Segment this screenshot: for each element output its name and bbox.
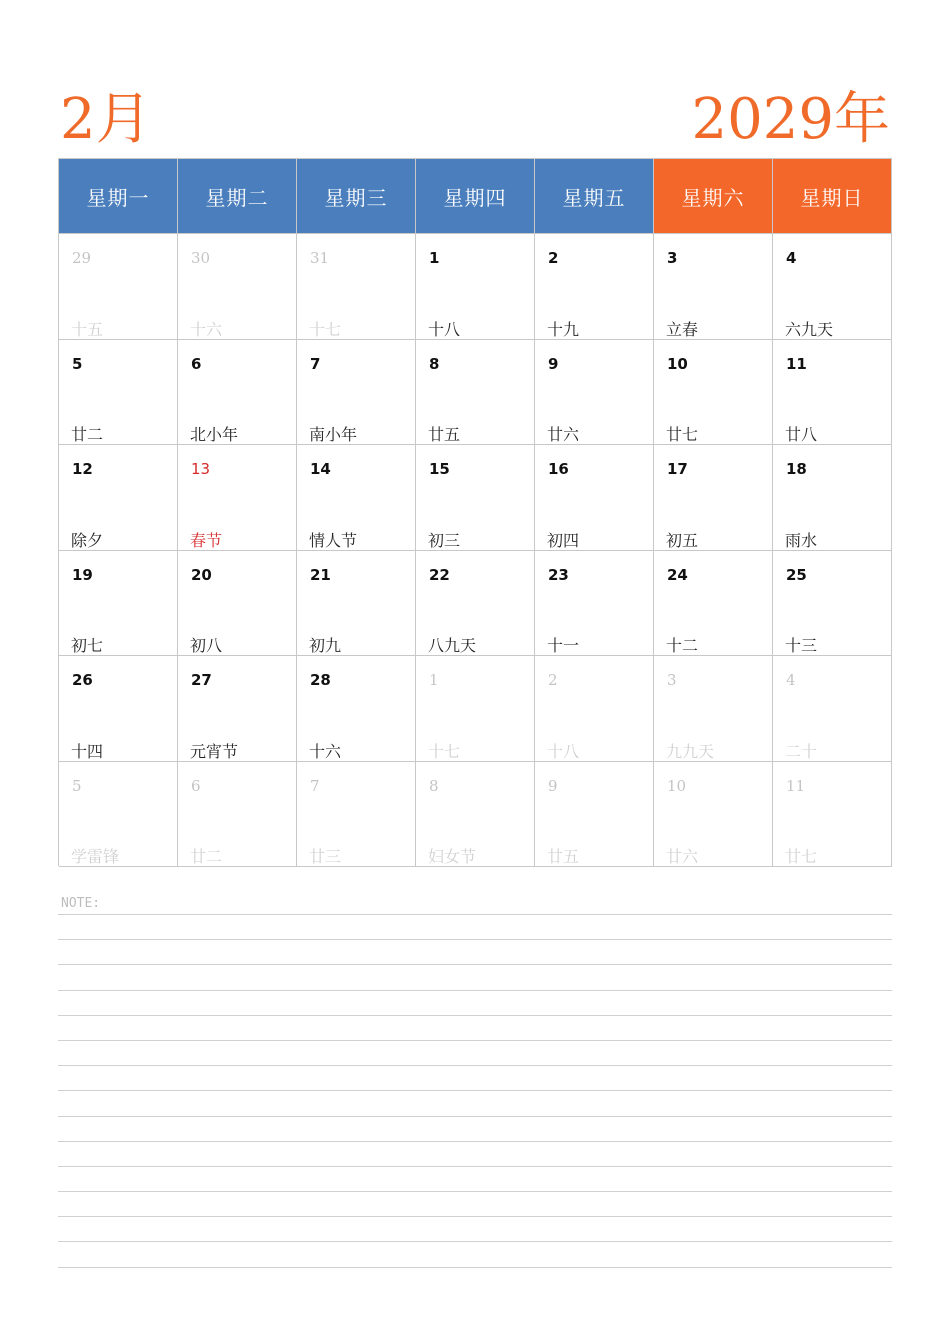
day-cell <box>654 762 773 868</box>
note-label: NOTE: <box>61 896 101 911</box>
day-cell <box>59 234 178 340</box>
day-cell <box>416 551 535 657</box>
weekday-header-thu: 星期四 <box>416 159 535 234</box>
lunar-label: 元宵节 <box>190 741 239 761</box>
day-cell <box>59 762 178 868</box>
lunar-label: 初四 <box>547 530 580 550</box>
day-number: 4 <box>786 671 796 689</box>
year-title: 2029年 <box>691 87 890 152</box>
day-number: 10 <box>667 354 688 373</box>
lunar-label: 妇女节 <box>428 847 477 866</box>
lunar-label: 初八 <box>190 636 223 655</box>
weekday-header-fri: 星期五 <box>535 159 654 234</box>
lunar-label: 十三 <box>785 636 818 655</box>
lunar-label: 十七 <box>309 319 342 339</box>
day-cell <box>773 656 892 762</box>
calendar-grid <box>58 158 892 866</box>
weekday-header-row <box>59 159 892 234</box>
day-cell <box>654 445 773 551</box>
lunar-label: 初七 <box>71 636 104 655</box>
day-number: 3 <box>667 249 678 267</box>
note-line[interactable] <box>58 964 892 989</box>
note-line[interactable] <box>58 1241 892 1266</box>
week-row-4 <box>59 551 892 657</box>
note-line[interactable] <box>58 1040 892 1065</box>
day-cell <box>535 340 654 446</box>
day-number: 7 <box>310 776 320 795</box>
day-number: 28 <box>310 671 331 689</box>
note-line[interactable] <box>58 1166 892 1191</box>
lunar-label: 廿二 <box>190 847 223 866</box>
day-cell <box>535 445 654 551</box>
weekday-header-sun: 星期日 <box>773 159 892 234</box>
day-cell <box>297 445 416 551</box>
day-number: 13 <box>191 460 211 478</box>
day-number: 7 <box>310 354 321 373</box>
day-cell <box>297 234 416 340</box>
lunar-label: 廿三 <box>309 847 342 866</box>
lunar-label: 廿六 <box>666 847 699 866</box>
day-number: 8 <box>429 354 440 373</box>
day-number: 14 <box>310 460 331 478</box>
weekday-header-wed: 星期三 <box>297 159 416 234</box>
day-number: 17 <box>667 460 688 478</box>
lunar-label: 十一 <box>547 636 580 655</box>
note-line[interactable] <box>58 1116 892 1141</box>
day-cell <box>297 656 416 762</box>
day-cell <box>773 340 892 446</box>
day-cell <box>178 551 297 657</box>
week-row-5 <box>59 656 892 762</box>
day-number: 10 <box>667 776 687 795</box>
day-number: 21 <box>310 565 331 584</box>
weekday-header-mon: 星期一 <box>59 159 178 234</box>
day-number: 8 <box>429 776 439 795</box>
lunar-label: 十七 <box>428 741 461 761</box>
day-cell <box>178 445 297 551</box>
day-cell <box>654 340 773 446</box>
weekday-header-sat: 星期六 <box>654 159 773 234</box>
lunar-label: 廿五 <box>428 425 461 444</box>
day-cell <box>178 234 297 340</box>
day-cell <box>416 762 535 868</box>
lunar-label: 廿七 <box>785 847 818 866</box>
day-number: 27 <box>191 671 212 689</box>
week-row-6 <box>59 762 892 868</box>
day-number: 16 <box>548 460 569 478</box>
week-row-2 <box>59 340 892 446</box>
note-line[interactable] <box>58 939 892 964</box>
lunar-label: 初三 <box>428 530 461 550</box>
lunar-label: 廿七 <box>666 425 699 444</box>
lunar-label: 廿五 <box>547 847 580 866</box>
note-line[interactable] <box>58 1216 892 1241</box>
week-row-1 <box>59 234 892 340</box>
lunar-label: 十六 <box>309 741 342 761</box>
note-lines[interactable] <box>58 914 892 1292</box>
lunar-label: 十八 <box>547 741 580 761</box>
lunar-label: 十八 <box>428 319 461 339</box>
lunar-label: 情人节 <box>309 530 358 550</box>
lunar-label: 十四 <box>71 741 104 761</box>
lunar-label: 九九天 <box>666 741 715 761</box>
weekday-header-tue: 星期二 <box>178 159 297 234</box>
day-cell <box>178 340 297 446</box>
note-line[interactable] <box>58 1191 892 1216</box>
week-row-3 <box>59 445 892 551</box>
day-number: 22 <box>429 565 450 584</box>
note-line[interactable] <box>58 1267 892 1292</box>
lunar-label: 十五 <box>71 319 104 339</box>
lunar-label: 雨水 <box>785 530 818 550</box>
day-cell <box>178 656 297 762</box>
day-number: 26 <box>72 671 93 689</box>
day-cell <box>59 656 178 762</box>
note-line[interactable] <box>58 1065 892 1090</box>
day-cell <box>416 656 535 762</box>
day-number: 4 <box>786 249 797 267</box>
lunar-label: 十九 <box>547 319 580 339</box>
lunar-label: 廿八 <box>785 425 818 444</box>
day-cell <box>654 656 773 762</box>
day-cell <box>773 445 892 551</box>
day-number: 9 <box>548 354 559 373</box>
note-line[interactable] <box>58 990 892 1015</box>
lunar-label: 六九天 <box>785 319 834 339</box>
day-number: 1 <box>429 671 439 689</box>
day-cell <box>654 234 773 340</box>
month-title: 2月 <box>60 87 152 152</box>
day-number: 6 <box>191 776 201 795</box>
day-cell <box>297 551 416 657</box>
day-cell <box>297 340 416 446</box>
day-number: 30 <box>191 249 211 267</box>
lunar-label: 初五 <box>666 530 699 550</box>
day-number: 12 <box>72 460 93 478</box>
day-cell <box>535 551 654 657</box>
day-number: 29 <box>72 249 92 267</box>
day-cell <box>535 762 654 868</box>
day-number: 24 <box>667 565 688 584</box>
day-number: 2 <box>548 671 558 689</box>
note-line[interactable] <box>58 1090 892 1115</box>
day-cell <box>59 445 178 551</box>
lunar-label: 春节 <box>190 530 223 550</box>
day-number: 5 <box>72 354 83 373</box>
day-number: 1 <box>429 249 440 267</box>
day-number: 11 <box>786 776 806 795</box>
day-cell <box>178 762 297 868</box>
day-number: 9 <box>548 776 558 795</box>
day-number: 25 <box>786 565 807 584</box>
day-cell <box>59 340 178 446</box>
day-number: 11 <box>786 354 807 373</box>
day-cell <box>297 762 416 868</box>
day-cell <box>535 656 654 762</box>
day-number: 20 <box>191 565 212 584</box>
day-cell <box>773 762 892 868</box>
lunar-label: 十二 <box>666 636 699 655</box>
day-cell <box>416 234 535 340</box>
lunar-label: 南小年 <box>309 425 358 444</box>
lunar-label: 立春 <box>666 319 699 339</box>
lunar-label: 二十 <box>785 741 818 761</box>
lunar-label: 十六 <box>190 319 223 339</box>
lunar-label: 廿二 <box>71 425 104 444</box>
day-cell <box>773 234 892 340</box>
note-line[interactable] <box>58 1141 892 1166</box>
day-number: 6 <box>191 354 202 373</box>
day-cell <box>773 551 892 657</box>
lunar-label: 廿六 <box>547 425 580 444</box>
lunar-label: 初九 <box>309 636 342 655</box>
day-cell <box>654 551 773 657</box>
day-cell <box>535 234 654 340</box>
lunar-label: 北小年 <box>190 425 239 444</box>
day-cell <box>416 445 535 551</box>
day-number: 31 <box>310 249 330 267</box>
day-number: 5 <box>72 776 82 795</box>
lunar-label: 除夕 <box>71 530 104 550</box>
day-cell <box>416 340 535 446</box>
lunar-label: 学雷锋 <box>71 847 120 866</box>
day-number: 15 <box>429 460 450 478</box>
lunar-label: 八九天 <box>428 636 477 655</box>
day-number: 2 <box>548 249 559 267</box>
day-cell <box>59 551 178 657</box>
day-number: 3 <box>667 671 677 689</box>
note-line[interactable] <box>58 1015 892 1040</box>
day-number: 18 <box>786 460 807 478</box>
day-number: 19 <box>72 565 93 584</box>
day-number: 23 <box>548 565 569 584</box>
note-line[interactable] <box>58 914 892 939</box>
